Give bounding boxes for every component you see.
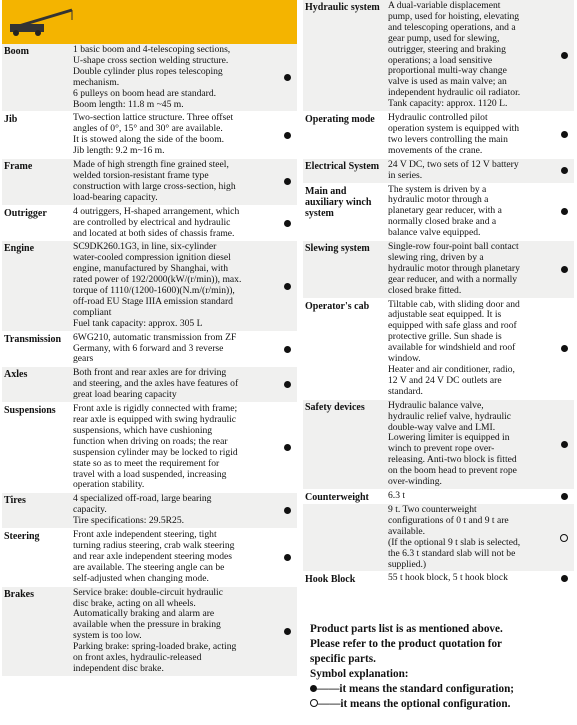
spec-line: and located at both sides of chassis frame. [73, 227, 235, 239]
spec-row [2, 367, 297, 403]
spec-line: Single-row four-point ball contact [388, 241, 519, 253]
spec-label: Hook Block [305, 574, 356, 586]
spec-line: The system is driven by a [388, 183, 487, 195]
left-header-bar [2, 0, 297, 44]
spec-line: configurations of 0 t and 9 t are [388, 514, 509, 526]
filled-dot-icon [284, 346, 291, 353]
spec-description [70, 493, 277, 528]
spec-line: gear pump, used for slewing, [388, 32, 500, 44]
spec-line: construction with large cross-section, high [73, 180, 236, 192]
config-symbol [554, 490, 574, 503]
spec-label: Frame [4, 161, 33, 173]
spec-label: Operating mode [305, 114, 375, 126]
filled-dot-icon [310, 685, 317, 692]
filled-dot-icon [561, 493, 568, 500]
filled-dot-icon [284, 283, 291, 290]
filled-dot-icon [284, 74, 291, 81]
spec-line: planetary gear reducer, with a [388, 205, 502, 217]
config-symbol [554, 159, 574, 183]
spec-description [70, 587, 277, 676]
crane-icon [6, 6, 80, 36]
filled-dot-icon [561, 52, 568, 59]
spec-line: Two-section lattice structure. Three offset [73, 112, 234, 124]
spec-line: 4 specialized off-road, large bearing [73, 493, 212, 505]
spec-line: torque of 1110/(1200-1600)(N.m/(r/min)), [73, 285, 235, 297]
config-symbol [277, 529, 297, 586]
spec-row [2, 587, 297, 677]
config-symbol [554, 0, 574, 111]
config-symbol [277, 241, 297, 330]
spec-label: Slewing system [305, 243, 370, 255]
open-circle-icon [310, 699, 318, 707]
spec-line: double-way valve and LMI. [388, 421, 496, 433]
spec-line: turning radius steering, crab walk steering [73, 539, 235, 551]
spec-line: 1 basic boom and 4-telescoping sections, [73, 44, 231, 55]
spec-line: available for windshield and roof [388, 342, 516, 354]
spec-line: winch to prevent rope over- [388, 443, 495, 455]
spec-line: slewing ring, driven by a [388, 251, 484, 263]
spec-line: and steering, and the axles have features of [73, 378, 239, 390]
spec-line: operation stability. [73, 479, 145, 491]
spec-line: Made of high strength fine grained steel, [73, 159, 229, 171]
spec-row [303, 0, 574, 112]
spec-line: Double cylinder plus ropes telescoping [73, 65, 223, 77]
spec-line: 9 t. Two counterweight [388, 503, 477, 515]
spec-row [303, 400, 574, 490]
spec-label: Hydraulic system [305, 2, 380, 13]
spec-line: Fuel tank capacity: approx. 305 L [73, 317, 203, 329]
spec-line: standard. [388, 385, 423, 397]
spec-line: adjustable seat equipped. It is [388, 309, 502, 321]
spec-line: in series. [388, 169, 423, 181]
spec-line: gears [73, 353, 94, 365]
spec-label: Brakes [4, 588, 34, 600]
spec-line: system is too low. [73, 630, 142, 642]
filled-dot-icon [284, 507, 291, 514]
config-symbol [277, 206, 297, 241]
spec-line: Front axle independent steering, tight [73, 529, 217, 541]
spec-label: Counterweight [305, 491, 369, 503]
spec-row [303, 184, 574, 242]
spec-description [385, 299, 554, 399]
spec-line: welded torsion-resistant frame type [73, 169, 209, 181]
legend-standard [310, 682, 570, 697]
spec-line: travel with a load suspended, increasing [73, 468, 227, 480]
spec-line: Jib length: 9.2 m~16 m. [73, 145, 165, 157]
spec-row [2, 493, 297, 529]
spec-line: suspensions, which have cushioning [73, 424, 213, 436]
spec-description [385, 184, 554, 241]
spec-label: Tires [4, 495, 26, 507]
spec-line: outrigger, steering and braking [388, 43, 506, 55]
spec-line: function when driving on roads; the rear [73, 435, 228, 447]
spec-row [303, 241, 574, 299]
spec-line: over-winding. [388, 476, 442, 488]
config-symbol [554, 299, 574, 399]
filled-dot-icon [561, 131, 568, 138]
legend-optional [310, 697, 570, 712]
spec-line: off-road EU Stage IIIA emission standard [73, 295, 233, 307]
spec-line: Hydraulic balance valve, [388, 399, 484, 411]
filled-dot-icon [561, 167, 568, 174]
spec-row [2, 44, 297, 112]
spec-line: on front axles, hydraulic-released [73, 652, 202, 664]
open-circle-icon [560, 534, 568, 542]
spec-line: state so as to meet the requirement for [73, 457, 220, 469]
spec-line: load-bearing capacity. [73, 191, 158, 203]
config-symbol [277, 159, 297, 205]
spec-line: great load bearing capacity [73, 389, 177, 401]
left-spec-column [2, 0, 297, 677]
spec-line: Automatically braking and alarm are [73, 608, 215, 620]
config-symbol [277, 44, 297, 111]
spec-line: Front axle is rigidly connected with frame; [73, 403, 238, 415]
spec-label: Steering [4, 531, 40, 543]
spec-row [2, 332, 297, 368]
config-symbol [277, 332, 297, 367]
spec-line: supplied.) [388, 558, 427, 570]
spec-label: Jib [4, 114, 18, 126]
spec-line: angles of 0°, 15° and 30° are available. [73, 123, 223, 135]
spec-description [70, 241, 277, 330]
spec-line: It is stowed along the side of the boom. [73, 134, 225, 146]
spec-label: Electrical System [305, 160, 380, 172]
spec-line: Boom length: 11.8 m ~45 m. [73, 98, 184, 110]
filled-dot-icon [561, 266, 568, 273]
spec-line: Both front and rear axles are for driving [73, 367, 227, 379]
spec-line: operations; a load sensitive [388, 54, 493, 66]
spec-description [70, 159, 277, 205]
spec-row [303, 112, 574, 159]
spec-line: Tiltable cab, with sliding door and [388, 298, 520, 310]
spec-line: hydraulic motor through planetary [388, 262, 520, 274]
config-symbol [554, 241, 574, 298]
symbol-title: Symbol explanation: [310, 668, 409, 680]
spec-line: 55 t hook block, 5 t hook block [388, 572, 508, 584]
filled-dot-icon [284, 220, 291, 227]
spec-description [70, 44, 277, 111]
note-line-2: Please refer to the product quotation for [310, 638, 503, 650]
spec-description [70, 332, 277, 367]
spec-row [2, 112, 297, 159]
config-symbol [554, 184, 574, 241]
spec-line: Heater and air conditioner, radio, [388, 364, 515, 375]
config-symbol [277, 493, 297, 528]
right-spec-column [303, 0, 574, 586]
spec-line: 4 outriggers, H-shaped arrangement, which [73, 205, 240, 217]
spec-line: valve is used as main valve; an [388, 76, 507, 88]
spec-label: Boom [4, 46, 29, 57]
spec-line: rear axle is equipped with swing hydraulic [73, 414, 237, 425]
spec-line: proportional multi-way change [388, 65, 507, 77]
spec-description [70, 112, 277, 158]
spec-line: water-cooled compression ignition diesel [73, 252, 231, 264]
spec-line: are controlled by electrical and hydraulic [73, 216, 231, 228]
spec-line: balance valve equipped. [388, 227, 481, 239]
spec-line: 6 pulleys on boom head are standard. [73, 87, 217, 99]
legend-standard-text: ——it means the standard configuration; [317, 683, 515, 695]
filled-dot-icon [284, 132, 291, 139]
spec-label [303, 504, 385, 571]
spec-line: rated power of 192/2000(kW/(r/min)), max. [73, 274, 242, 286]
spec-description [385, 112, 554, 158]
spec-line: pump, used for hoisting, elevating [388, 10, 520, 22]
spec-line: suspension cylinder may be locked to rigid [73, 446, 238, 458]
spec-line: equipped with safe glass and roof [388, 320, 517, 332]
config-symbol [277, 112, 297, 158]
spec-description [70, 367, 277, 402]
spec-row [303, 299, 574, 400]
spec-line: 6.3 t [388, 489, 406, 501]
config-symbol [554, 572, 574, 585]
spec-line: Lowering limiter is equipped in [388, 432, 510, 444]
filled-dot-icon [561, 575, 568, 582]
spec-description [70, 403, 277, 492]
spec-line: SC9DK260.1G3, in line, six-cylinder [73, 241, 217, 253]
spec-label: Engine [4, 243, 35, 255]
spec-description [385, 400, 554, 489]
spec-label: Suspensions [4, 405, 56, 417]
spec-line: A dual-variable displacement [388, 0, 501, 11]
spec-row [2, 241, 297, 331]
filled-dot-icon [561, 345, 568, 352]
spec-line: hydraulic motor through a [388, 194, 489, 206]
spec-row [2, 403, 297, 493]
spec-label: Transmission [4, 333, 62, 345]
filled-dot-icon [561, 441, 568, 448]
spec-description [385, 504, 554, 571]
spec-description [70, 206, 277, 241]
spec-line: capacity. [73, 504, 107, 516]
spec-line: self-adjusted when changing mode. [73, 572, 209, 584]
spec-description [385, 572, 554, 585]
spec-line: 6WG210, automatic transmission from ZF [73, 331, 237, 343]
spec-line: independent hydraulic oil radiator. [388, 87, 521, 99]
spec-line: U-shape cross section welding structure. [73, 54, 229, 66]
spec-row [303, 159, 574, 184]
spec-label: Outrigger [4, 207, 47, 219]
spec-description [385, 490, 554, 503]
config-symbol [554, 112, 574, 158]
spec-line: Service brake: double-circuit hydraulic [73, 586, 223, 598]
spec-label: Axles [4, 369, 28, 381]
spec-line: Tire specifications: 29.5R25. [73, 515, 185, 527]
filled-dot-icon [284, 178, 291, 185]
spec-label: Main and auxiliary winch system [305, 185, 372, 219]
filled-dot-icon [284, 444, 291, 451]
spec-line: (If the optional 9 t slab is selected, [388, 536, 521, 548]
spec-line: independent disc brake. [73, 662, 164, 674]
config-symbol [277, 367, 297, 402]
spec-line: and telescoping operations, and a [388, 21, 516, 33]
spec-line: window. [388, 353, 421, 365]
config-symbol [277, 403, 297, 492]
spec-line: two levers controlling the main [388, 133, 508, 145]
spec-row [303, 490, 574, 504]
spec-line: operation system is equipped with [388, 122, 520, 134]
spec-line: 24 V DC, two sets of 12 V battery [388, 158, 519, 170]
spec-description [70, 529, 277, 586]
spec-line: mechanism. [73, 76, 120, 88]
spec-line: available when the pressure in braking [73, 619, 221, 631]
spec-description [385, 241, 554, 298]
spec-line: disc brake, acting on all wheels. [73, 597, 196, 609]
spec-row [303, 572, 574, 586]
spec-line: Hydraulic controlled pilot [388, 112, 488, 124]
config-symbol [554, 400, 574, 489]
note-line-3: specific parts. [310, 653, 376, 665]
legend-optional-text: ——it means the optional configuration. [318, 698, 511, 710]
spec-line: 12 V and 24 V DC outlets are [388, 374, 502, 386]
config-symbol [277, 587, 297, 676]
spec-row [2, 529, 297, 587]
config-symbol [554, 504, 574, 571]
spec-line: engine, manufactured by Shanghai, with [73, 263, 229, 275]
note-line-1: Product parts list is as mentioned above. [310, 623, 503, 635]
spec-line: closed brake fitted. [388, 284, 462, 296]
spec-row [2, 159, 297, 206]
spec-line: protective grille. Sun shade is [388, 331, 502, 343]
filled-dot-icon [284, 381, 291, 388]
spec-line: Parking brake: spring-loaded brake, acting [73, 641, 237, 653]
spec-line: Tank capacity: approx. 1120 L. [388, 98, 508, 110]
notes-block [310, 622, 570, 712]
spec-row [2, 206, 297, 242]
spec-line: gear reducer, and with a normally [388, 273, 518, 285]
spec-line: on the boom head to prevent rope [388, 465, 517, 477]
spec-line: hydraulic relief valve, hydraulic [388, 410, 512, 422]
spec-line: are available. The steering angle can be [73, 561, 225, 573]
spec-description [385, 159, 554, 183]
spec-description [385, 0, 554, 111]
spec-line: and rear axle independent steering modes [73, 550, 233, 562]
filled-dot-icon [284, 554, 291, 561]
filled-dot-icon [284, 628, 291, 635]
spec-line: Germany, with 6 forward and 3 reverse [73, 342, 224, 354]
spec-line: normally closed brake and a [388, 216, 497, 228]
spec-line: compliant [73, 306, 112, 318]
spec-row [303, 504, 574, 572]
filled-dot-icon [561, 208, 568, 215]
spec-line: movements of the crane. [388, 144, 483, 156]
spec-line: the 6.3 t standard slab will not be [388, 547, 516, 559]
spec-label: Operator's cab [305, 300, 370, 312]
spec-line: available. [388, 525, 426, 537]
spec-line: releasing. Anti-two block is fitted [388, 454, 517, 466]
spec-label: Safety devices [305, 401, 365, 413]
